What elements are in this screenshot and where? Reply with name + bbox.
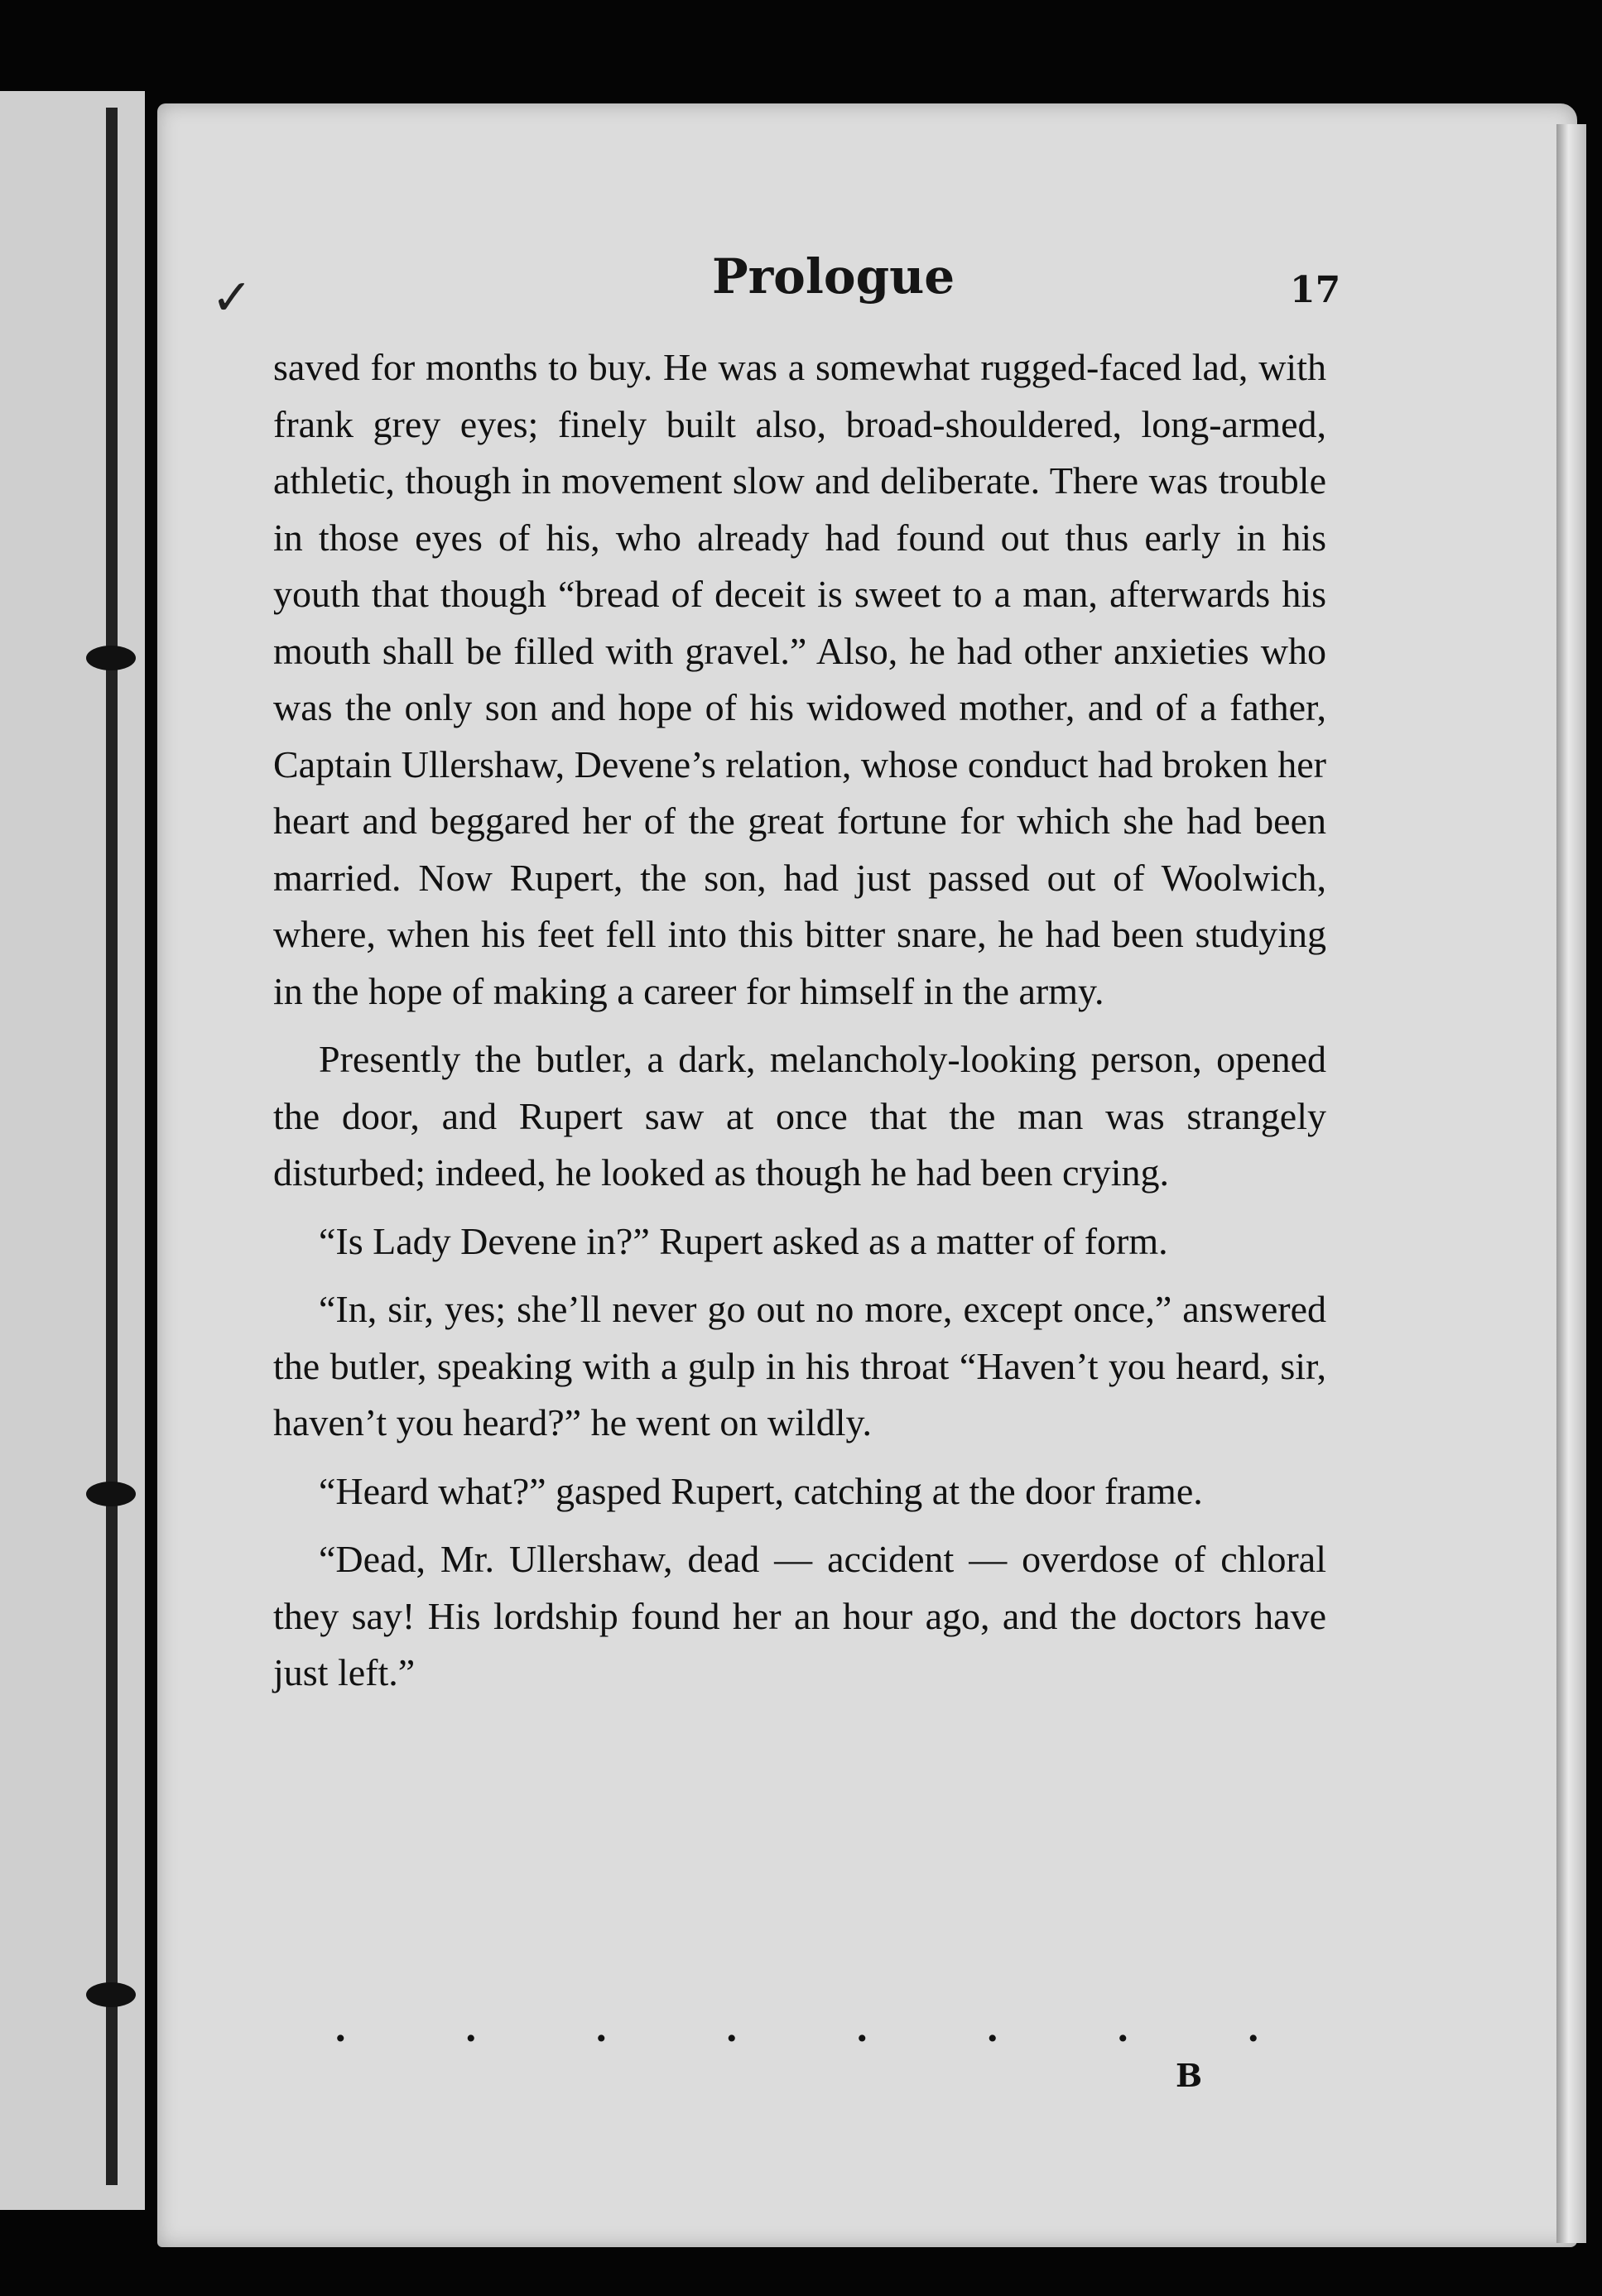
paragraph: “Dead, Mr. Ullershaw, dead — accident — overdose of chloral they say! His lordship found her an hour ago, and the doctors have just left.” bbox=[273, 1538, 1326, 1693]
page-edge bbox=[1556, 124, 1586, 2243]
facing-page-edge bbox=[0, 91, 145, 2210]
page-number: 17 bbox=[1290, 269, 1341, 311]
paragraph: “Heard what?” gasped Rupert, catching at the door frame. bbox=[319, 1469, 1203, 1512]
section-break-dot: . bbox=[1248, 2004, 1258, 2050]
binding-thread bbox=[106, 108, 118, 2185]
section-break-dot: . bbox=[596, 2004, 607, 2050]
section-break-dot: . bbox=[1118, 2004, 1128, 2050]
signature-mark: B bbox=[1176, 2057, 1203, 2094]
bookmark-tick-icon: ✓ bbox=[211, 269, 253, 327]
binding-knot bbox=[86, 1982, 136, 2007]
section-break-dot: . bbox=[987, 2004, 998, 2050]
section-break bbox=[335, 2003, 1258, 2051]
paragraph: saved for months to buy. He was a somewhat rugged-faced lad, with frank grey eyes; finely built also, broad-shouldered, long-armed, athletic, though in movement slow and deliberate. There was trouble in those eyes of his, who already had found out thus early in his youth that though “bread of deceit is sweet to a man, afterwards his mouth shall be filled with gravel.” Also, he had other anxieties who was the only son and hope of his widowed mother, and of a father, Captain Ullershaw, Devene’s relation, whose conduct had broken her heart and beggared her of the great fortune for which she had been married. Now Rupert, the son, had just passed out of Woolwich, where, when his feet fell into this bitter snare, he had been studying in the hope of making a career for himself in the army. bbox=[273, 346, 1326, 1012]
section-break-dot: . bbox=[465, 2004, 476, 2050]
binding-knot bbox=[86, 1482, 136, 1506]
section-break-dot: . bbox=[857, 2004, 868, 2050]
binding-knot bbox=[86, 646, 136, 670]
paragraph: “In, sir, yes; she’ll never go out no more, except once,” answered the butler, speaking with a gulp in his throat “Haven’t you heard, sir, haven’t you heard?” he went on wildly. bbox=[273, 1288, 1326, 1443]
running-head: Prologue bbox=[712, 248, 955, 305]
paragraph: “Is Lady Devene in?” Rupert asked as a matter of form. bbox=[319, 1219, 1168, 1262]
section-break-dot: . bbox=[726, 2004, 737, 2050]
body-text bbox=[273, 339, 1326, 1702]
paragraph: Presently the butler, a dark, melancholy-looking person, opened the door, and Rupert saw at once that the man was strangely disturbed; indeed, he looked as though he had been crying. bbox=[273, 1038, 1326, 1194]
section-break-dot: . bbox=[335, 2004, 346, 2050]
